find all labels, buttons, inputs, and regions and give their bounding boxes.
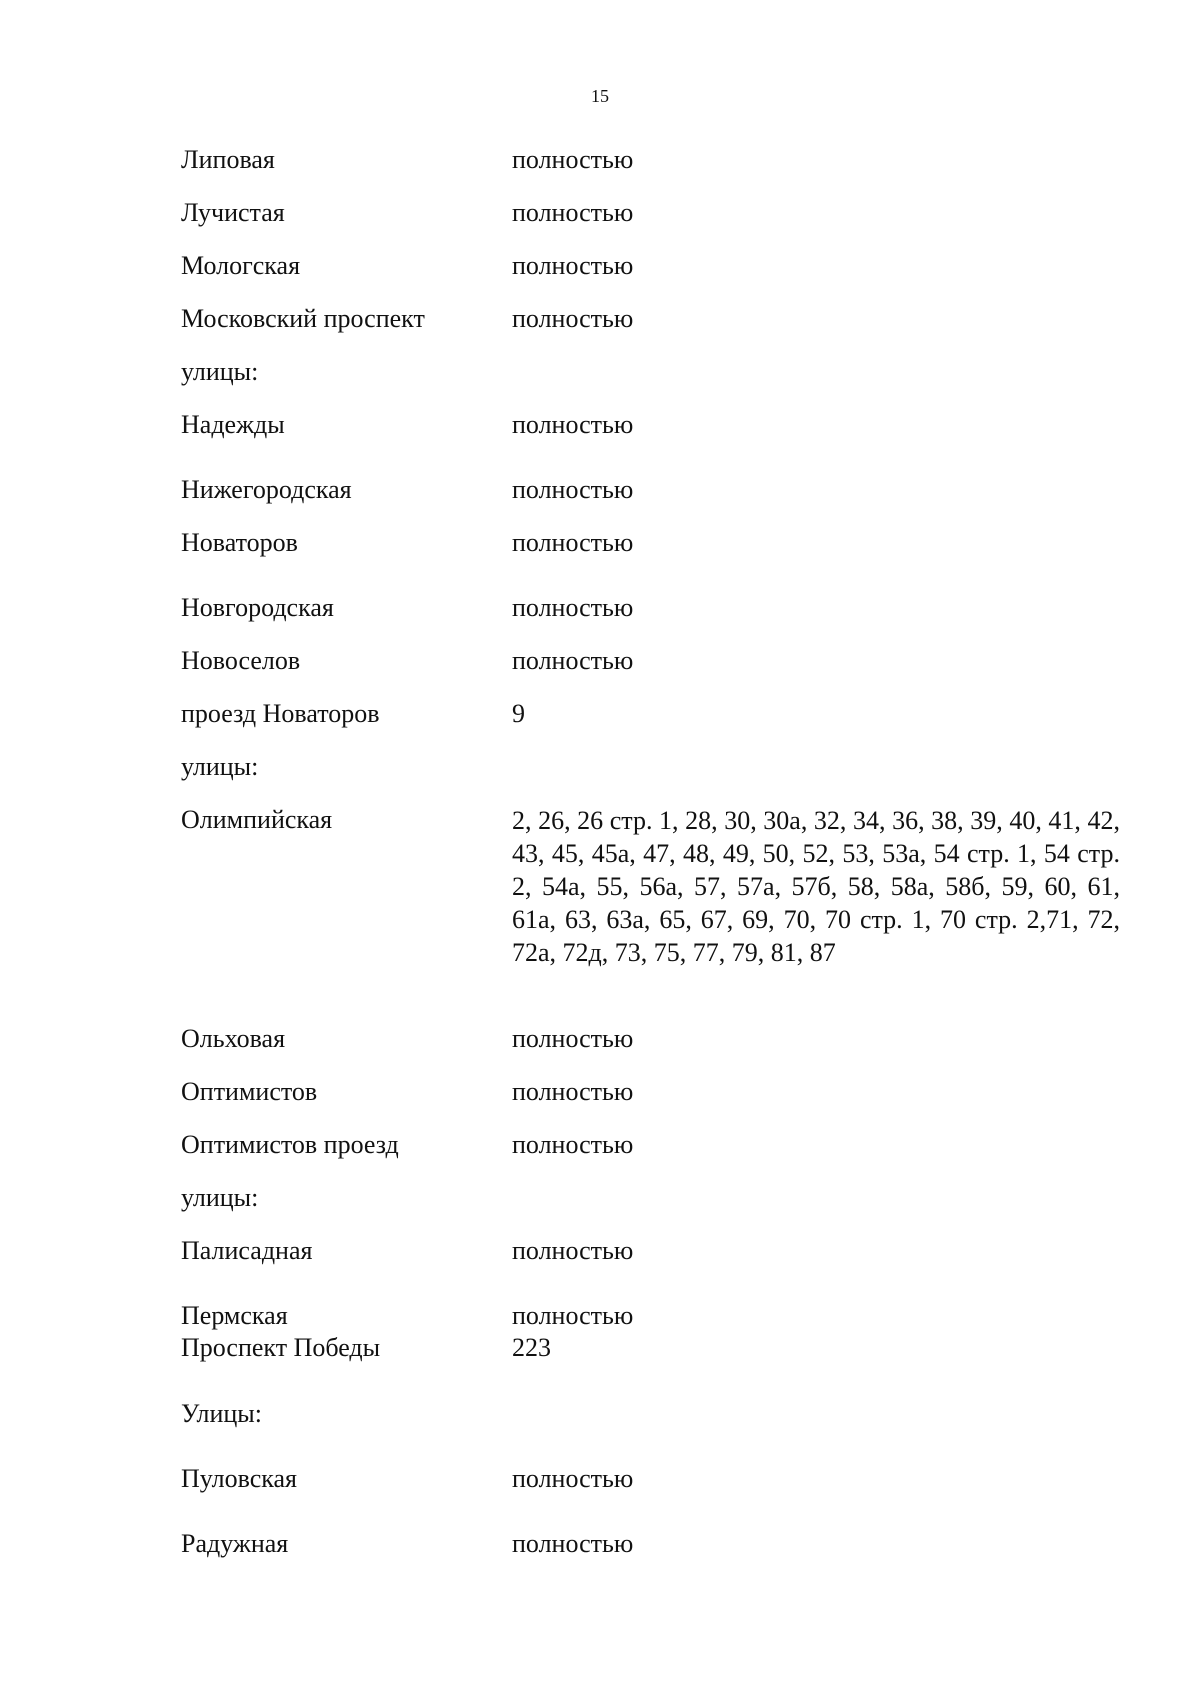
address-scope: полностью [512, 528, 634, 557]
address-scope: полностью [512, 304, 634, 333]
street-name: Новгородская [181, 593, 334, 622]
street-name: Лучистая [181, 198, 285, 227]
address-scope: полностью [512, 1077, 634, 1106]
section-heading-label: улицы: [181, 752, 259, 781]
street-name: Нижегородская [181, 475, 352, 504]
address-scope: полностью [512, 251, 634, 280]
address-scope: полностью [512, 1024, 634, 1053]
address-scope: полностью [512, 1529, 634, 1558]
section-heading-label: улицы: [181, 357, 259, 386]
section-heading-label: Улицы: [181, 1399, 262, 1428]
address-scope: полностью [512, 1236, 634, 1265]
street-name: Липовая [181, 145, 275, 174]
address-scope: полностью [512, 410, 634, 439]
street-name: Оптимистов проезд [181, 1130, 399, 1159]
street-name: проезд Новаторов [181, 699, 380, 728]
address-scope: полностью [512, 593, 634, 622]
street-name: Новаторов [181, 528, 298, 557]
address-scope: полностью [512, 475, 634, 504]
address-scope: 9 [512, 699, 525, 728]
street-name: Пуловская [181, 1464, 298, 1493]
street-name: Палисадная [181, 1236, 313, 1265]
street-name: Пермская [181, 1301, 288, 1330]
address-scope: полностью [512, 646, 634, 675]
address-scope: полностью [512, 198, 634, 227]
address-scope: 2, 26, 26 стр. 1, 28, 30, 30а, 32, 34, 36, 38, 39, 40, 41, 42, 43, 45, 45а, 47, 48, 49, 50, 52, 53, 53а, 54 стр. 1, 54 стр. 2, 54а, 55, 56а, 57, 57а, 57б, 58, 58а, 58б, 59, 60, 61, 61а, 63, 63а, 65, 67, 69, 70, 70 стр. 1, 70 стр. 2,71, 72, 72а, 72д, 73, 75, 77, 79, 81, 87 [512, 806, 1120, 967]
address-scope: 223 [512, 1333, 551, 1362]
address-scope: полностью [512, 1464, 634, 1493]
address-scope: полностью [512, 1301, 634, 1330]
street-name: Проспект Победы [181, 1333, 381, 1362]
street-name: Радужная [181, 1529, 289, 1558]
page-number: 15 [591, 86, 609, 106]
street-name: Олимпийская [181, 805, 333, 834]
street-name: Новоселов [181, 646, 301, 675]
street-name: Мологская [181, 251, 301, 280]
address-scope: полностью [512, 1130, 634, 1159]
section-heading-label: улицы: [181, 1183, 259, 1212]
street-name: Ольховая [181, 1024, 286, 1053]
address-scope: полностью [512, 145, 634, 174]
street-name: Оптимистов [181, 1077, 318, 1106]
street-name: Московский проспект [181, 304, 425, 333]
street-name: Надежды [181, 410, 285, 439]
